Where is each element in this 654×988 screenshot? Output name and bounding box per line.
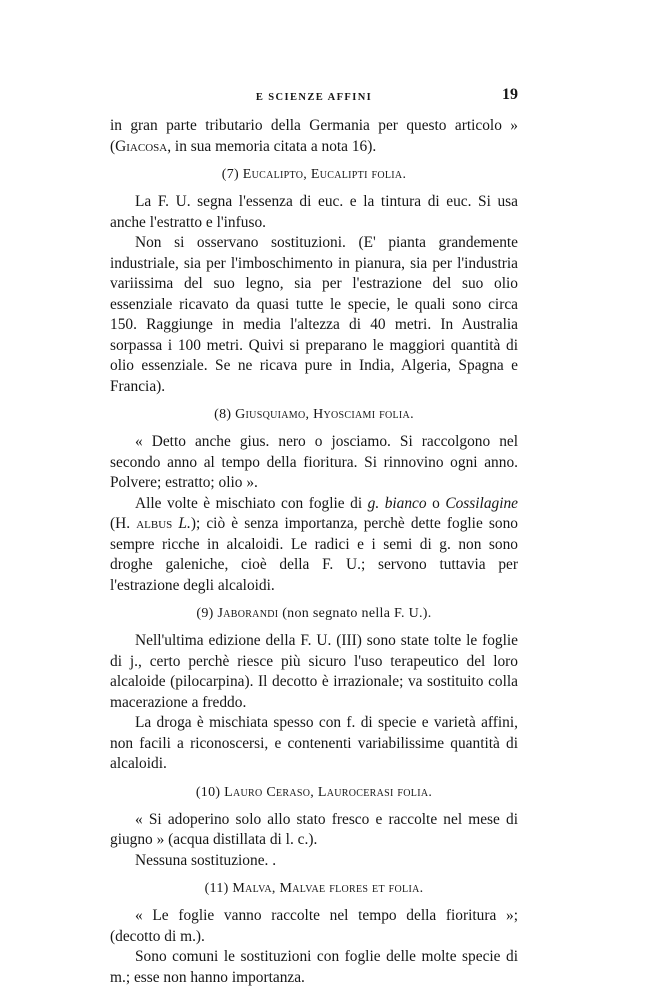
section-heading-giusquiamo	[110, 405, 518, 425]
paragraph: « Detto anche gius. nero o josciamo. Si raccolgono nel secondo anno al tempo della fioritura. Si rinnovino ogni anno. Polvere; estratto; olio ».	[110, 433, 518, 491]
running-head: E SCIENZE AFFINI	[255, 92, 373, 103]
page-number: 19	[502, 86, 518, 103]
page-header	[110, 86, 518, 108]
section-heading-eucalipto	[110, 165, 518, 185]
section-number: (11)	[204, 881, 233, 896]
section-number: (9)	[196, 606, 218, 621]
section-title: Jaborandi	[217, 606, 279, 621]
section-number: (10)	[195, 784, 225, 800]
italic-run: L.	[178, 515, 191, 532]
text-run: ); ciò è senza importanza, perchè dette foglie sono sempre ricche in alcaloidi. Le radici e i semi di g. non sono droghe galeniche, cioè della F. U.; servono tuttavia per l'estrazione degli alcaloidi.	[110, 515, 518, 594]
paragraph: « Si adoperino solo allo stato fresco e raccolte nel mese di giugno » (acqua distillata di l. c.).	[110, 810, 518, 848]
intro-text-b: , in sua memoria citata a nota 16).	[167, 137, 377, 155]
paragraph: Nessuna sostituzione. .	[135, 851, 277, 869]
paragraph: La F. U. segna l'essenza di euc. e la tintura di euc. Si usa anche l'estratto e l'infuso.	[110, 193, 518, 231]
section-heading-lauro-ceraso	[110, 783, 518, 803]
text-run: o	[426, 494, 446, 512]
author-name: Giacosa	[115, 137, 168, 155]
section-note: (non segnato nella F. U.).	[278, 606, 432, 621]
paragraph: « Le foglie vanno raccolte nel tempo della fioritura »; (decotto di m.).	[110, 907, 518, 945]
text-run: (H.	[110, 515, 137, 532]
paragraph	[110, 494, 518, 597]
small-caps-run: albus	[136, 515, 173, 532]
intro-paragraph	[110, 116, 518, 157]
section-heading-jaborandi	[110, 604, 518, 624]
section-number: (7)	[221, 167, 243, 182]
section-title: Lauro Ceraso, Laurocerasi folia.	[224, 784, 433, 800]
paragraph: Nell'ultima edizione della F. U. (III) sono state tolte le foglie di j., certo perchè riesce più sicuro l'uso terapeutico del loro alcaloide (pilocarpina). Il decotto è irrazionale; va sostituito colla macerazione a freddo.	[110, 632, 518, 711]
section-heading-malva	[110, 879, 518, 899]
section-title: Eucalipto, Eucalipti folia.	[242, 167, 407, 182]
section-number: (8)	[214, 407, 236, 422]
paragraph: Non si osservano sostituzioni. (E' pianta grandemente industriale, sia per l'imboschimento in pianura, sia per l'industria variissima del suo legno, sia per l'estrazione del suo olio essenziale ricavato da quasi tutte le specie, le quali sono circa 150. Raggiunge in media l'altezza di 40 metri. In Australia sorpassa i 100 metri. Quivi si preparano le maggiori quantità di olio essenziale. Se ne ricava pure in India, Algeria, Spagna e Francia).	[110, 234, 518, 395]
intro-text-a: in gran parte tributario della Germania per questo articolo » (	[110, 117, 518, 155]
section-title: Malva, Malvae flores et folia.	[232, 881, 424, 896]
section-title: Giusquiamo, Hyosciami folia.	[235, 407, 414, 422]
body-text	[110, 116, 518, 988]
text-run: Alle volte è mischiato con foglie di	[135, 494, 368, 512]
paragraph: La droga è mischiata spesso con f. di specie e varietà affini, non facili a riconoscersi, e contenenti variabilissime quantità di alcaloidi.	[110, 714, 518, 772]
paragraph: Sono comuni le sostituzioni con foglie delle molte specie di m.; esse non hanno importanza.	[110, 948, 518, 986]
italic-run: Cossilagine	[445, 494, 519, 512]
italic-run: g. bianco	[367, 494, 427, 512]
